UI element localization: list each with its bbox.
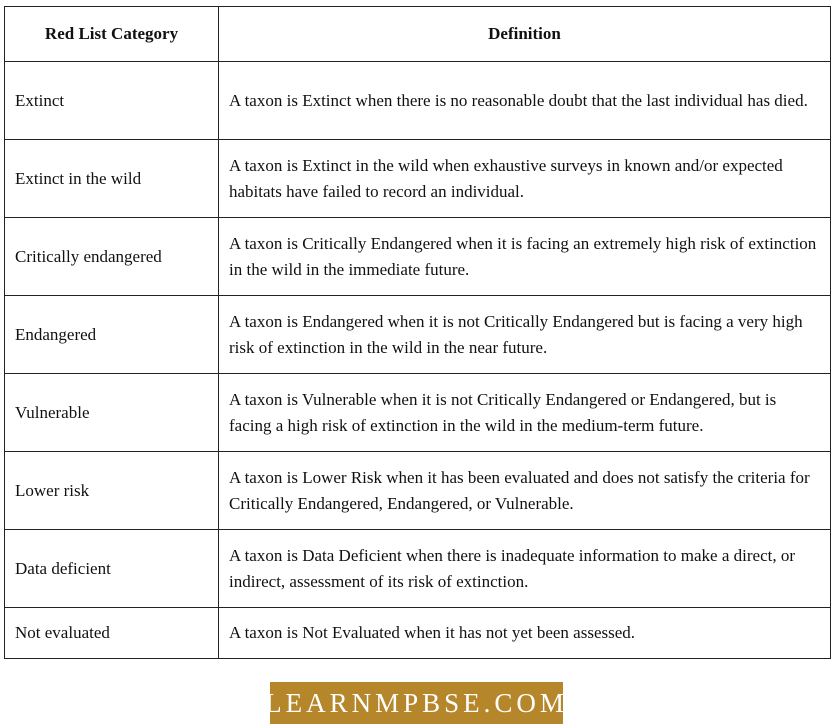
definition-cell: A taxon is Extinct in the wild when exhaustive surveys in known and/or expected habitats have failed to record an individual. <box>219 140 831 218</box>
category-cell: Data deficient <box>5 530 219 608</box>
definition-cell: A taxon is Extinct when there is no reasonable doubt that the last individual has died. <box>219 62 831 140</box>
table-row-extinct <box>5 62 831 140</box>
table-row-not-evaluated <box>5 608 831 659</box>
table-row-vulnerable <box>5 374 831 452</box>
site-brand-banner: LEARNMPBSE.COM <box>270 682 563 724</box>
definition-cell: A taxon is Lower Risk when it has been evaluated and does not satisfy the criteria for Critically Endangered, Endangered, or Vulnerable. <box>219 452 831 530</box>
category-cell: Not evaluated <box>5 608 219 659</box>
table-row-extinct-in-the-wild <box>5 140 831 218</box>
red-list-table <box>4 6 831 659</box>
category-cell: Endangered <box>5 296 219 374</box>
category-cell: Extinct <box>5 62 219 140</box>
definition-cell: A taxon is Vulnerable when it is not Critically Endangered or Endangered, but is facing a high risk of extinction in the wild in the medium-term future. <box>219 374 831 452</box>
category-cell: Lower risk <box>5 452 219 530</box>
table-row-endangered <box>5 296 831 374</box>
red-list-table-container <box>4 6 830 659</box>
table-row-critically-endangered <box>5 218 831 296</box>
definition-cell: A taxon is Endangered when it is not Critically Endangered but is facing a very high risk of extinction in the wild in the near future. <box>219 296 831 374</box>
category-cell: Extinct in the wild <box>5 140 219 218</box>
header-definition: Definition <box>219 7 831 62</box>
category-cell: Critically endangered <box>5 218 219 296</box>
table-row-lower-risk <box>5 452 831 530</box>
header-category: Red List Category <box>5 7 219 62</box>
definition-cell: A taxon is Critically Endangered when it is facing an extremely high risk of extinction in the wild in the immediate future. <box>219 218 831 296</box>
category-cell: Vulnerable <box>5 374 219 452</box>
definition-cell: A taxon is Not Evaluated when it has not yet been assessed. <box>219 608 831 659</box>
table-header-row <box>5 7 831 62</box>
table-row-data-deficient <box>5 530 831 608</box>
definition-cell: A taxon is Data Deficient when there is inadequate information to make a direct, or indirect, assessment of its risk of extinction. <box>219 530 831 608</box>
